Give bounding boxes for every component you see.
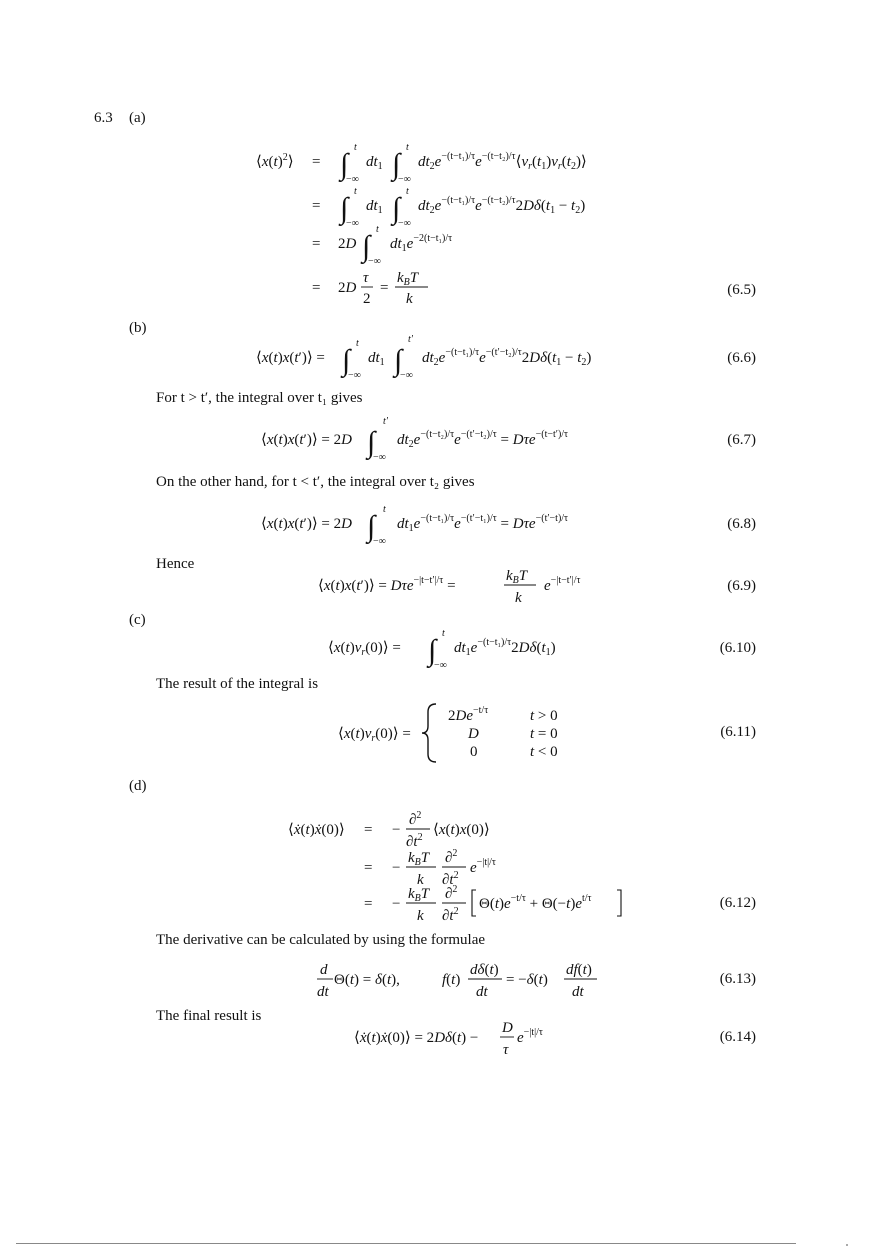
eq-number-6-11: (6.11) <box>720 724 756 740</box>
svg-text:−: − <box>392 896 401 912</box>
svg-text:−: − <box>392 860 401 876</box>
text-t-greater: For t > t′, the integral over t₁ gives <box>156 390 363 406</box>
svg-text:∂t2: $\partial t^2$ <box>442 906 459 924</box>
text-t-less: On the other hand, for t < t′, the integral over t₂ gives <box>156 474 475 490</box>
svg-text:dt1: $dt_1$ <box>368 350 385 368</box>
svg-text:t > 0: t > 0 <box>530 708 558 724</box>
svg-text:k: k <box>417 908 424 924</box>
svg-text:=: = <box>380 280 389 296</box>
svg-text:dt: dt <box>317 984 329 1000</box>
svg-text:dt2e−(t−t₁)/τe−(t−t₂)/τ2Dδ(t1: $dt_2e^{-(t-t_1)/\tau}e^{-(t-t_2)/\tau}2D\delta(t_1 - t_2)$ <box>418 195 586 216</box>
svg-text:d: d <box>320 962 328 978</box>
svg-text:τ: τ <box>363 270 369 286</box>
svg-text:∂2: ∂$^2$ <box>445 884 458 902</box>
svg-text:= −δ(t): = −δ(t) <box>506 972 548 988</box>
svg-text:⟨x(t)x(t′)⟩ = Dτe−|t−t′|/τ =: ⟨x(t)x(t′)⟩ = Dτe$^{-|t-t'|/\tau}$ = <box>318 575 456 594</box>
svg-text:kBT: $k_BT$ <box>506 568 528 586</box>
svg-text:2: 2 <box>363 291 371 307</box>
part-c-label: (c) <box>129 612 146 628</box>
svg-text:kBT: $k_BT$ <box>408 850 430 868</box>
equation-6-11 <box>332 700 592 766</box>
svg-text:df(t): df(t) <box>566 962 592 978</box>
svg-text:∂2: ∂$^2$ <box>409 810 422 828</box>
svg-text:=: = <box>364 896 373 912</box>
svg-text:⟨x(t)x(0)⟩: ⟨x(t)x(0)⟩ <box>433 822 490 838</box>
svg-text:−∞: −∞ <box>368 256 381 267</box>
svg-text:−∞: −∞ <box>398 174 411 185</box>
svg-text:∫: ∫ <box>367 510 376 543</box>
svg-text:t: t <box>354 142 357 153</box>
svg-text:t: t <box>442 628 445 639</box>
svg-text:⟨x(t)x(t′)⟩ = 2D: ⟨x(t)x(t′)⟩ = 2D <box>261 432 352 448</box>
svg-text:t: t <box>376 224 379 235</box>
text-derivative-formulae: The derivative can be calculated by using the formulae <box>156 932 486 948</box>
svg-text:τ: τ <box>503 1042 509 1058</box>
svg-text:∂2: ∂$^2$ <box>445 848 458 866</box>
svg-text:dt1: $dt_1$ <box>366 154 383 172</box>
eq-number-6-8: (6.8) <box>727 516 756 532</box>
svg-text:2De−t/τ: $2De^{-t/\tau}$ <box>448 705 489 724</box>
svg-text:t′: t′ <box>383 416 388 427</box>
svg-text:dt1: $dt_1$ <box>366 198 383 216</box>
svg-text:2D: 2D <box>338 280 357 296</box>
svg-text:−∞: −∞ <box>373 452 386 463</box>
svg-text:dt2e−(t−t₁)/τe−(t′−t₂)/τ2Dδ(t1: $dt_2e^{-(t-t_1)/\tau}e^{-(t'-t_2)/\tau}2D\delta(t_1 - t_2)$ <box>422 347 592 368</box>
svg-text:Θ(t) = δ(t),: Θ(t) = δ(t), <box>334 972 400 988</box>
svg-text:−∞: −∞ <box>346 218 359 229</box>
svg-text:∫: ∫ <box>428 634 437 667</box>
svg-text:−: − <box>392 822 401 838</box>
svg-text:e−|t−t′|/τ: $e^{-|t-t'|/\tau}$ <box>544 575 581 594</box>
svg-text:t = 0: t = 0 <box>530 726 558 742</box>
svg-text:kBT: $k_BT$ <box>408 886 430 904</box>
eq-number-6-13: (6.13) <box>719 971 756 987</box>
svg-text:t: t <box>356 338 359 349</box>
svg-text:D: D <box>468 726 479 742</box>
svg-text:t: t <box>383 504 386 515</box>
text-result-integral: The result of the integral is <box>156 676 319 692</box>
svg-text:k: k <box>417 872 424 888</box>
svg-text:e−|t|/τ: $e^{-|t|/\tau}$ <box>517 1027 543 1046</box>
svg-text:∫: ∫ <box>392 192 401 225</box>
svg-text:e−|t|/τ: $e^{-|t|/\tau}$ <box>470 857 496 876</box>
svg-text:t′: t′ <box>408 334 413 345</box>
svg-text:dt2e−(t−t₁)/τe−(t−t₂)/τ⟨vr(t1): $dt_2e^{-(t-t_1)/\tau}e^{-(t-t_2)/\tau}⟨v_r(t_1)v_r(t_2)⟩$ <box>418 151 587 172</box>
svg-text:∫: ∫ <box>367 426 376 459</box>
eq-number-6-14: (6.14) <box>719 1029 756 1045</box>
svg-text:−∞: −∞ <box>400 370 413 381</box>
svg-text:∫: ∫ <box>362 230 371 263</box>
svg-text:=: = <box>312 280 321 296</box>
svg-text:=: = <box>364 860 373 876</box>
svg-text:∫: ∫ <box>340 148 349 181</box>
svg-text:dt1e−2(t−t₁)/τ: $dt_1e^{-2(t-t_1)/\tau}$ <box>390 233 453 254</box>
svg-text:∫: ∫ <box>394 344 403 377</box>
svg-text:k: k <box>406 291 413 307</box>
equation-6-7 <box>255 412 675 464</box>
svg-text:=: = <box>364 822 373 838</box>
svg-text:⟨x(t)vr(0)⟩ =: $⟨x(t)v_r(0)⟩$ = <box>338 726 411 744</box>
svg-text:=: = <box>312 154 321 170</box>
svg-text:Θ(t)e−t/τ + Θ(−t)et/τ: $\Theta(t)e^{-t/\tau} + \Theta(-t)e^{t/\tau}$ <box>479 893 592 912</box>
svg-text:−∞: −∞ <box>373 536 386 547</box>
eq-number-6-7: (6.7) <box>727 432 756 448</box>
svg-text:⟨x(t)x(t′)⟩ =: ⟨x(t)x(t′)⟩ = <box>256 350 325 366</box>
svg-text:t: t <box>406 186 409 197</box>
svg-text:∫: ∫ <box>340 192 349 225</box>
equation-6-6 <box>250 330 670 382</box>
svg-text:∫: ∫ <box>342 344 351 377</box>
svg-text:−∞: −∞ <box>348 370 361 381</box>
equation-6-8 <box>255 496 675 548</box>
eq-number-6-12: (6.12) <box>719 895 756 911</box>
svg-text:⟨ẋ(t)ẋ(0)⟩ = 2Dδ(t) −: ⟨ẋ(t)ẋ(0)⟩ = 2Dδ(t) − <box>354 1030 479 1046</box>
svg-text:dt: dt <box>476 984 488 1000</box>
svg-text:=: = <box>312 198 321 214</box>
svg-text:t < 0: t < 0 <box>530 744 558 760</box>
footer-mark <box>846 1244 848 1246</box>
svg-text:t: t <box>354 186 357 197</box>
svg-text:⟨x(t)vr(0)⟩ =: $⟨x(t)v_r(0)⟩$ = <box>328 640 401 658</box>
text-final-result: The final result is <box>156 1008 262 1024</box>
eq-number-6-10: (6.10) <box>719 640 756 656</box>
equation-6-9 <box>312 562 612 610</box>
part-a-label: (a) <box>129 110 146 126</box>
eq-number-6-9: (6.9) <box>727 578 756 594</box>
equation-6-12-block <box>282 808 662 926</box>
svg-text:−∞: −∞ <box>434 660 447 671</box>
eq-number-6-5: (6.5) <box>727 282 756 298</box>
svg-text:dδ(t): dδ(t) <box>470 962 499 978</box>
svg-text:⟨x(t)x(t′)⟩ = 2D: ⟨x(t)x(t′)⟩ = 2D <box>261 516 352 532</box>
svg-text:0: 0 <box>470 744 478 760</box>
equation-6-10 <box>322 620 622 672</box>
svg-text:−∞: −∞ <box>398 218 411 229</box>
text-hence: Hence <box>156 556 195 572</box>
svg-text:2D: 2D <box>338 236 357 252</box>
equation-6-14 <box>348 1016 608 1062</box>
svg-text:dt1e−(t−t₁)/τ2Dδ(t1): $dt_1e^{-(t-t_1)/\tau}2D\delta(t_1)$ <box>454 637 556 658</box>
svg-text:dt2e−(t−t₂)/τe−(t′−t₂)/τ = Dτe: $dt_2e^{-(t-t_2)/\tau}e^{-(t'-t_2)/\tau} = D\tau e^{-(t-t')/\tau}$ <box>397 429 569 450</box>
part-d-label: (d) <box>129 778 147 794</box>
svg-text:D: D <box>502 1020 513 1036</box>
svg-text:∂t2: $\partial t^2$ <box>406 832 423 850</box>
svg-text:−∞: −∞ <box>346 174 359 185</box>
part-b-label: (b) <box>129 320 147 336</box>
problem-number: 6.3 <box>94 110 113 126</box>
svg-text:⟨ẋ(t)ẋ(0)⟩: ⟨ẋ(t)ẋ(0)⟩ <box>288 822 345 838</box>
svg-text:t: t <box>406 142 409 153</box>
svg-text:∫: ∫ <box>392 148 401 181</box>
svg-text:k: k <box>515 590 522 606</box>
equation-6-5-block <box>250 140 710 310</box>
svg-text:=: = <box>312 236 321 252</box>
eq-6-5-lhs: $⟨x(t)^2⟩$ <box>256 152 294 170</box>
eq-number-6-6: (6.6) <box>727 350 756 366</box>
svg-text:dt1e−(t−t₁)/τe−(t′−t₁)/τ = Dτe: $dt_1e^{-(t-t_1)/\tau}e^{-(t'-t_1)/\tau} = D\tau e^{-(t'-t)/\tau}$ <box>397 513 569 534</box>
footer-rule <box>16 1243 796 1244</box>
equation-6-13 <box>312 956 612 1002</box>
svg-text:kBT: $k_BT$ <box>397 270 419 288</box>
svg-text:∂t2: $\partial t^2$ <box>442 870 459 888</box>
svg-text:f(t): f(t) <box>442 972 461 988</box>
svg-text:dt: dt <box>572 984 584 1000</box>
